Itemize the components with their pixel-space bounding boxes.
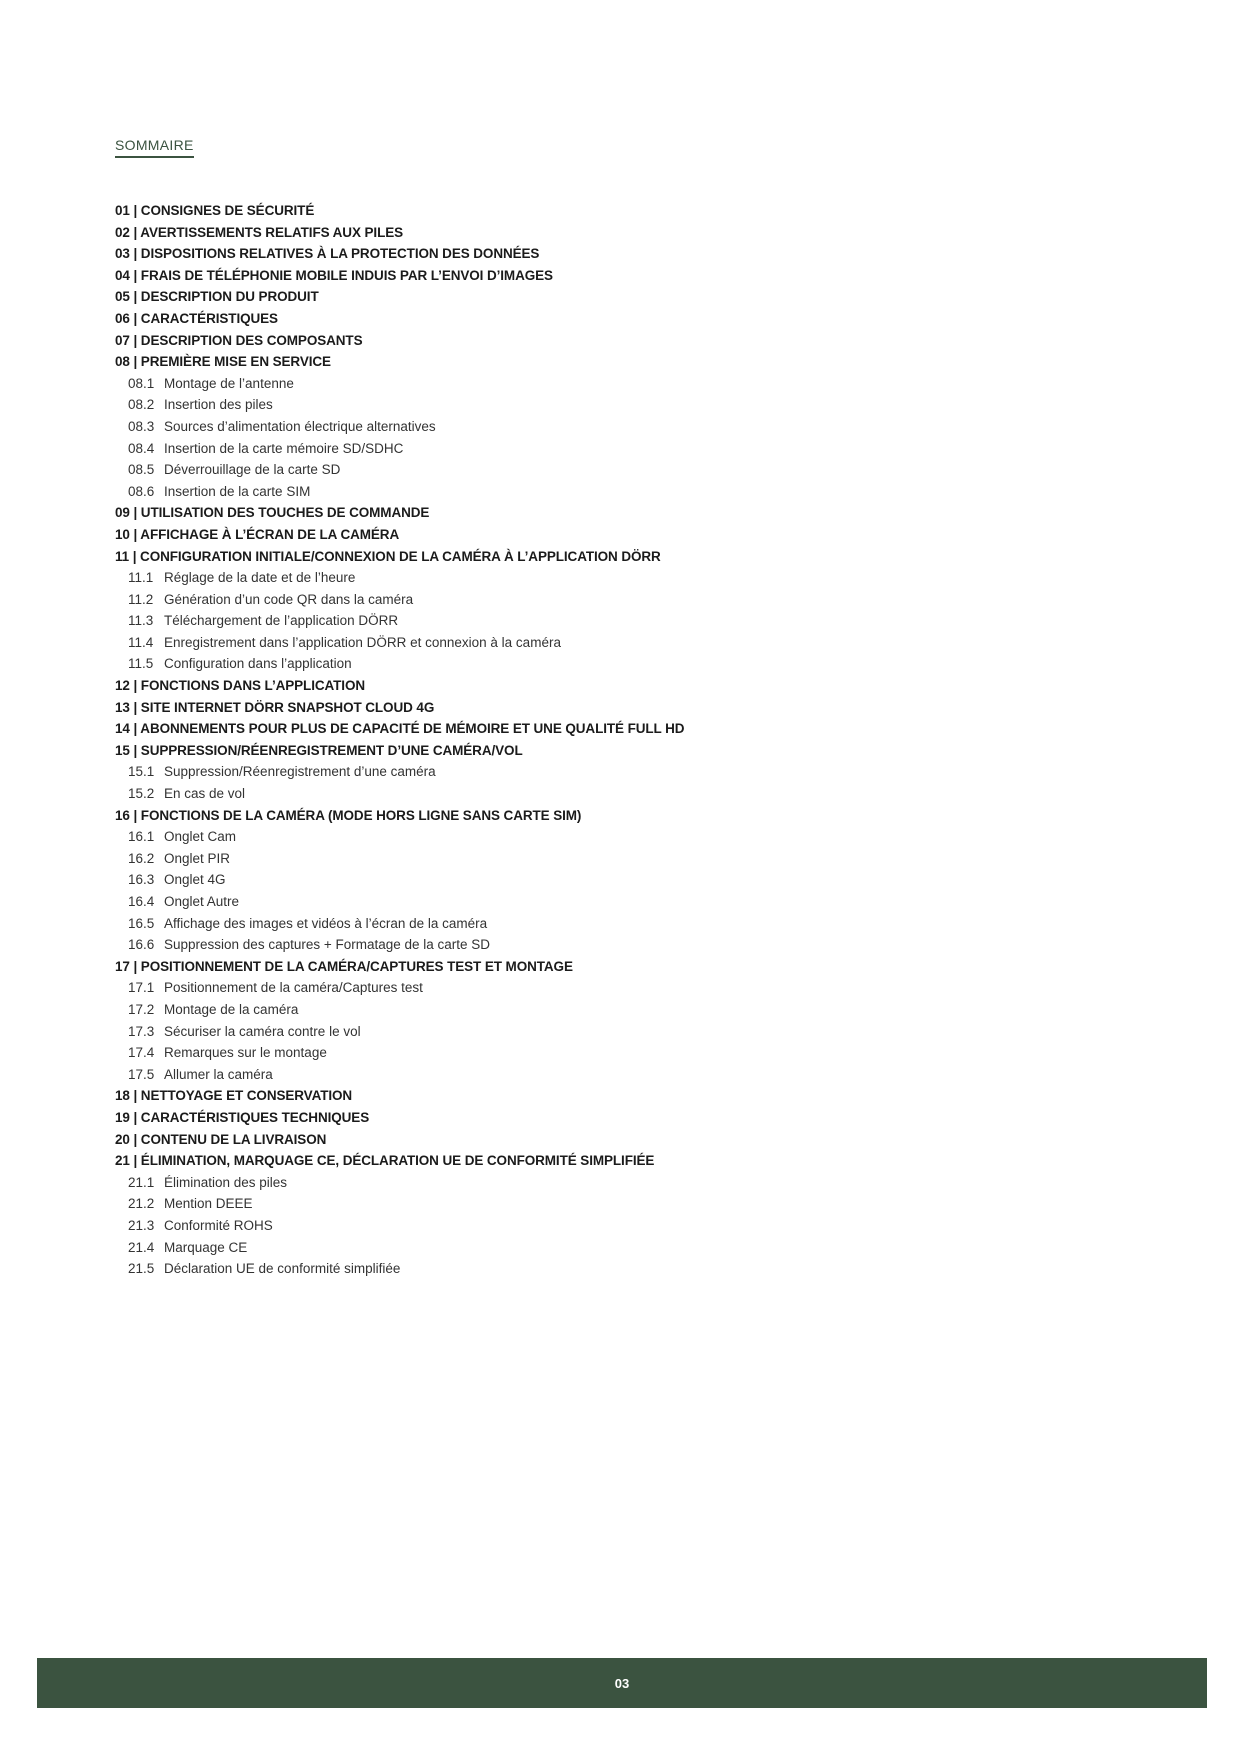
toc-subsection-entry[interactable] [115,438,684,460]
toc-subsection-entry[interactable] [115,373,684,395]
page-number: 03 [614,1675,630,1691]
toc-subsection-number: 21.2 [128,1196,155,1212]
toc-section-entry[interactable]: 07 | DESCRIPTION DES COMPOSANTS [115,332,363,348]
toc-subsection-title: En cas de vol [164,786,246,802]
toc-subsection-entry[interactable] [115,610,684,632]
toc-subsection-title: Insertion de la carte mémoire SD/SDHC [164,440,404,456]
toc-subsection-number: 08.3 [128,418,155,434]
toc-section-entry[interactable]: 04 | FRAIS DE TÉLÉPHONIE MOBILE INDUIS PAR L’ENVOI D’IMAGES [115,267,553,283]
toc-subsection-title: Déverrouillage de la carte SD [164,462,341,478]
toc-subsection-entry[interactable] [115,869,684,891]
toc-subsection-title: Marquage CE [164,1239,248,1255]
toc-subsection-number: 16.5 [128,915,155,931]
toc-section-entry[interactable]: 11 | CONFIGURATION INITIALE/CONNEXION DE LA CAMÉRA À L’APPLICATION DÖRR [115,548,661,564]
toc-subsection-number: 08.2 [128,397,155,413]
toc-subsection-title: Insertion de la carte SIM [164,483,311,499]
toc-subsection-title: Onglet Cam [164,829,237,845]
toc-section-entry[interactable]: 05 | DESCRIPTION DU PRODUIT [115,289,319,305]
toc-subsection-number: 16.3 [128,872,155,888]
toc-subsection-title: Enregistrement dans l’application DÖRR et connexion à la caméra [164,634,561,650]
toc-subsection-number: 16.2 [128,850,155,866]
toc-section-entry[interactable]: 19 | CARACTÉRISTIQUES TECHNIQUES [115,1109,370,1125]
toc-subsection-number: 21.4 [128,1239,155,1255]
toc-subsection-entry[interactable] [115,1172,684,1194]
toc-subsection-entry[interactable] [115,567,684,589]
toc-subsection-title: Élimination des piles [164,1174,288,1190]
toc-subsection-entry[interactable] [115,481,684,503]
toc-section-entry[interactable]: 08 | PREMIÈRE MISE EN SERVICE [115,354,331,370]
toc-subsection-number: 08.6 [128,483,155,499]
toc-subsection-title: Sources d’alimentation électrique alternatives [164,418,436,434]
toc-section-entry[interactable]: 16 | FONCTIONS DE LA CAMÉRA (MODE HORS LIGNE SANS CARTE SIM) [115,807,582,823]
toc-section-entry[interactable]: 13 | SITE INTERNET DÖRR SNAPSHOT CLOUD 4G [115,699,435,715]
toc-subsection-number: 17.2 [128,1001,155,1017]
toc-subsection-number: 11.2 [128,591,154,607]
toc-subsection-title: Insertion des piles [164,397,273,413]
toc-section-entry[interactable]: 14 | ABONNEMENTS POUR PLUS DE CAPACITÉ DE MÉMOIRE ET UNE QUALITÉ FULL HD [115,721,685,737]
toc-section-entry[interactable]: 10 | AFFICHAGE À L’ÉCRAN DE LA CAMÉRA [115,526,400,542]
toc-subsection-title: Téléchargement de l’application DÖRR [164,613,399,629]
toc-subsection-entry[interactable] [115,653,684,675]
toc-subsection-title: Configuration dans l’application [164,656,352,672]
toc-subsection-entry[interactable] [115,459,684,481]
toc-subsection-number: 21.1 [128,1174,155,1190]
toc-subsection-entry[interactable] [115,848,684,870]
toc-subsection-number: 11.5 [128,656,154,672]
toc-section-entry[interactable]: 15 | SUPPRESSION/RÉENREGISTREMENT D’UNE CAMÉRA/VOL [115,742,523,758]
toc-subsection-title: Sécuriser la caméra contre le vol [164,1023,361,1039]
toc-section-entry[interactable]: 21 | ÉLIMINATION, MARQUAGE CE, DÉCLARATION UE DE CONFORMITÉ SIMPLIFIÉE [115,1153,655,1169]
toc-subsection-number: 17.5 [128,1066,155,1082]
footer-bar [37,1658,1207,1708]
toc-subsection-entry[interactable] [115,826,684,848]
toc-subsection-entry[interactable] [115,977,684,999]
toc-section-entry[interactable]: 17 | POSITIONNEMENT DE LA CAMÉRA/CAPTURES TEST ET MONTAGE [115,958,573,974]
toc-subsection-entry[interactable] [115,934,684,956]
toc-subsection-entry[interactable] [115,1237,684,1259]
toc-section-entry[interactable]: 03 | DISPOSITIONS RELATIVES À LA PROTECTION DES DONNÉES [115,246,540,262]
toc-subsection-number: 17.4 [128,1045,155,1061]
toc-subsection-title: Réglage de la date et de l’heure [164,570,356,586]
toc-subsection-number: 15.1 [128,764,155,780]
toc-subsection-title: Montage de l’antenne [164,375,294,391]
toc-subsection-title: Onglet PIR [164,850,231,866]
toc-subsection-title: Suppression/Réenregistrement d’une caméra [164,764,436,780]
toc-subsection-entry[interactable] [115,913,684,935]
table-of-contents [115,200,684,1280]
toc-subsection-title: Allumer la caméra [164,1066,273,1082]
toc-subsection-entry[interactable] [115,761,684,783]
toc-subsection-entry[interactable] [115,589,684,611]
toc-section-entry[interactable]: 09 | UTILISATION DES TOUCHES DE COMMANDE [115,505,430,521]
toc-subsection-title: Onglet 4G [164,872,226,888]
toc-subsection-number: 11.3 [128,613,154,629]
toc-subsection-title: Mention DEEE [164,1196,253,1212]
toc-subsection-number: 21.3 [128,1217,155,1233]
toc-subsection-title: Positionnement de la caméra/Captures test [164,980,423,996]
toc-section-entry[interactable]: 02 | AVERTISSEMENTS RELATIFS AUX PILES [115,224,404,240]
toc-subsection-entry[interactable] [115,1064,684,1086]
toc-subsection-title: Déclaration UE de conformité simplifiée [164,1261,401,1277]
toc-subsection-entry[interactable] [115,1215,684,1237]
toc-subsection-entry[interactable] [115,999,684,1021]
toc-subsection-entry[interactable] [115,1042,684,1064]
toc-subsection-title: Montage de la caméra [164,1001,299,1017]
toc-subsection-entry[interactable] [115,783,684,805]
toc-subsection-number: 16.6 [128,937,155,953]
toc-subsection-number: 17.1 [128,980,155,996]
toc-section-entry[interactable]: 01 | CONSIGNES DE SÉCURITÉ [115,203,315,218]
toc-subsection-number: 16.1 [128,829,155,845]
toc-subsection-title: Affichage des images et vidéos à l’écran de la caméra [164,915,488,931]
toc-subsection-number: 11.4 [128,634,154,650]
toc-section-entry[interactable]: 12 | FONCTIONS DANS L’APPLICATION [115,678,365,694]
toc-subsection-number: 15.2 [128,786,155,802]
toc-subsection-entry[interactable] [115,1021,684,1043]
toc-subsection-number: 17.3 [128,1023,155,1039]
page-title: SOMMAIRE [115,137,194,158]
toc-section-entry[interactable]: 20 | CONTENU DE LA LIVRAISON [115,1131,327,1147]
toc-subsection-entry[interactable] [115,891,684,913]
toc-subsection-number: 08.1 [128,375,155,391]
toc-subsection-title: Suppression des captures + Formatage de la carte SD [164,937,491,953]
toc-section-entry[interactable]: 06 | CARACTÉRISTIQUES [115,310,278,326]
toc-subsection-entry[interactable] [115,632,684,654]
toc-subsection-entry[interactable] [115,416,684,438]
toc-subsection-title: Conformité ROHS [164,1217,273,1233]
toc-subsection-title: Génération d’un code QR dans la caméra [164,591,414,607]
toc-subsection-number: 21.5 [128,1261,155,1277]
toc-subsection-number: 08.5 [128,462,155,478]
toc-subsection-number: 11.1 [128,570,154,586]
toc-subsection-number: 08.4 [128,440,155,456]
toc-subsection-number: 16.4 [128,894,155,909]
toc-subsection-title: Remarques sur le montage [164,1045,327,1061]
toc-subsection-entry[interactable] [115,1193,684,1215]
toc-section-entry[interactable]: 18 | NETTOYAGE ET CONSERVATION [115,1088,353,1104]
toc-subsection-entry[interactable] [115,394,684,416]
toc-subsection-title: Onglet Autre [164,894,240,909]
toc-subsection-entry[interactable] [115,1258,684,1280]
